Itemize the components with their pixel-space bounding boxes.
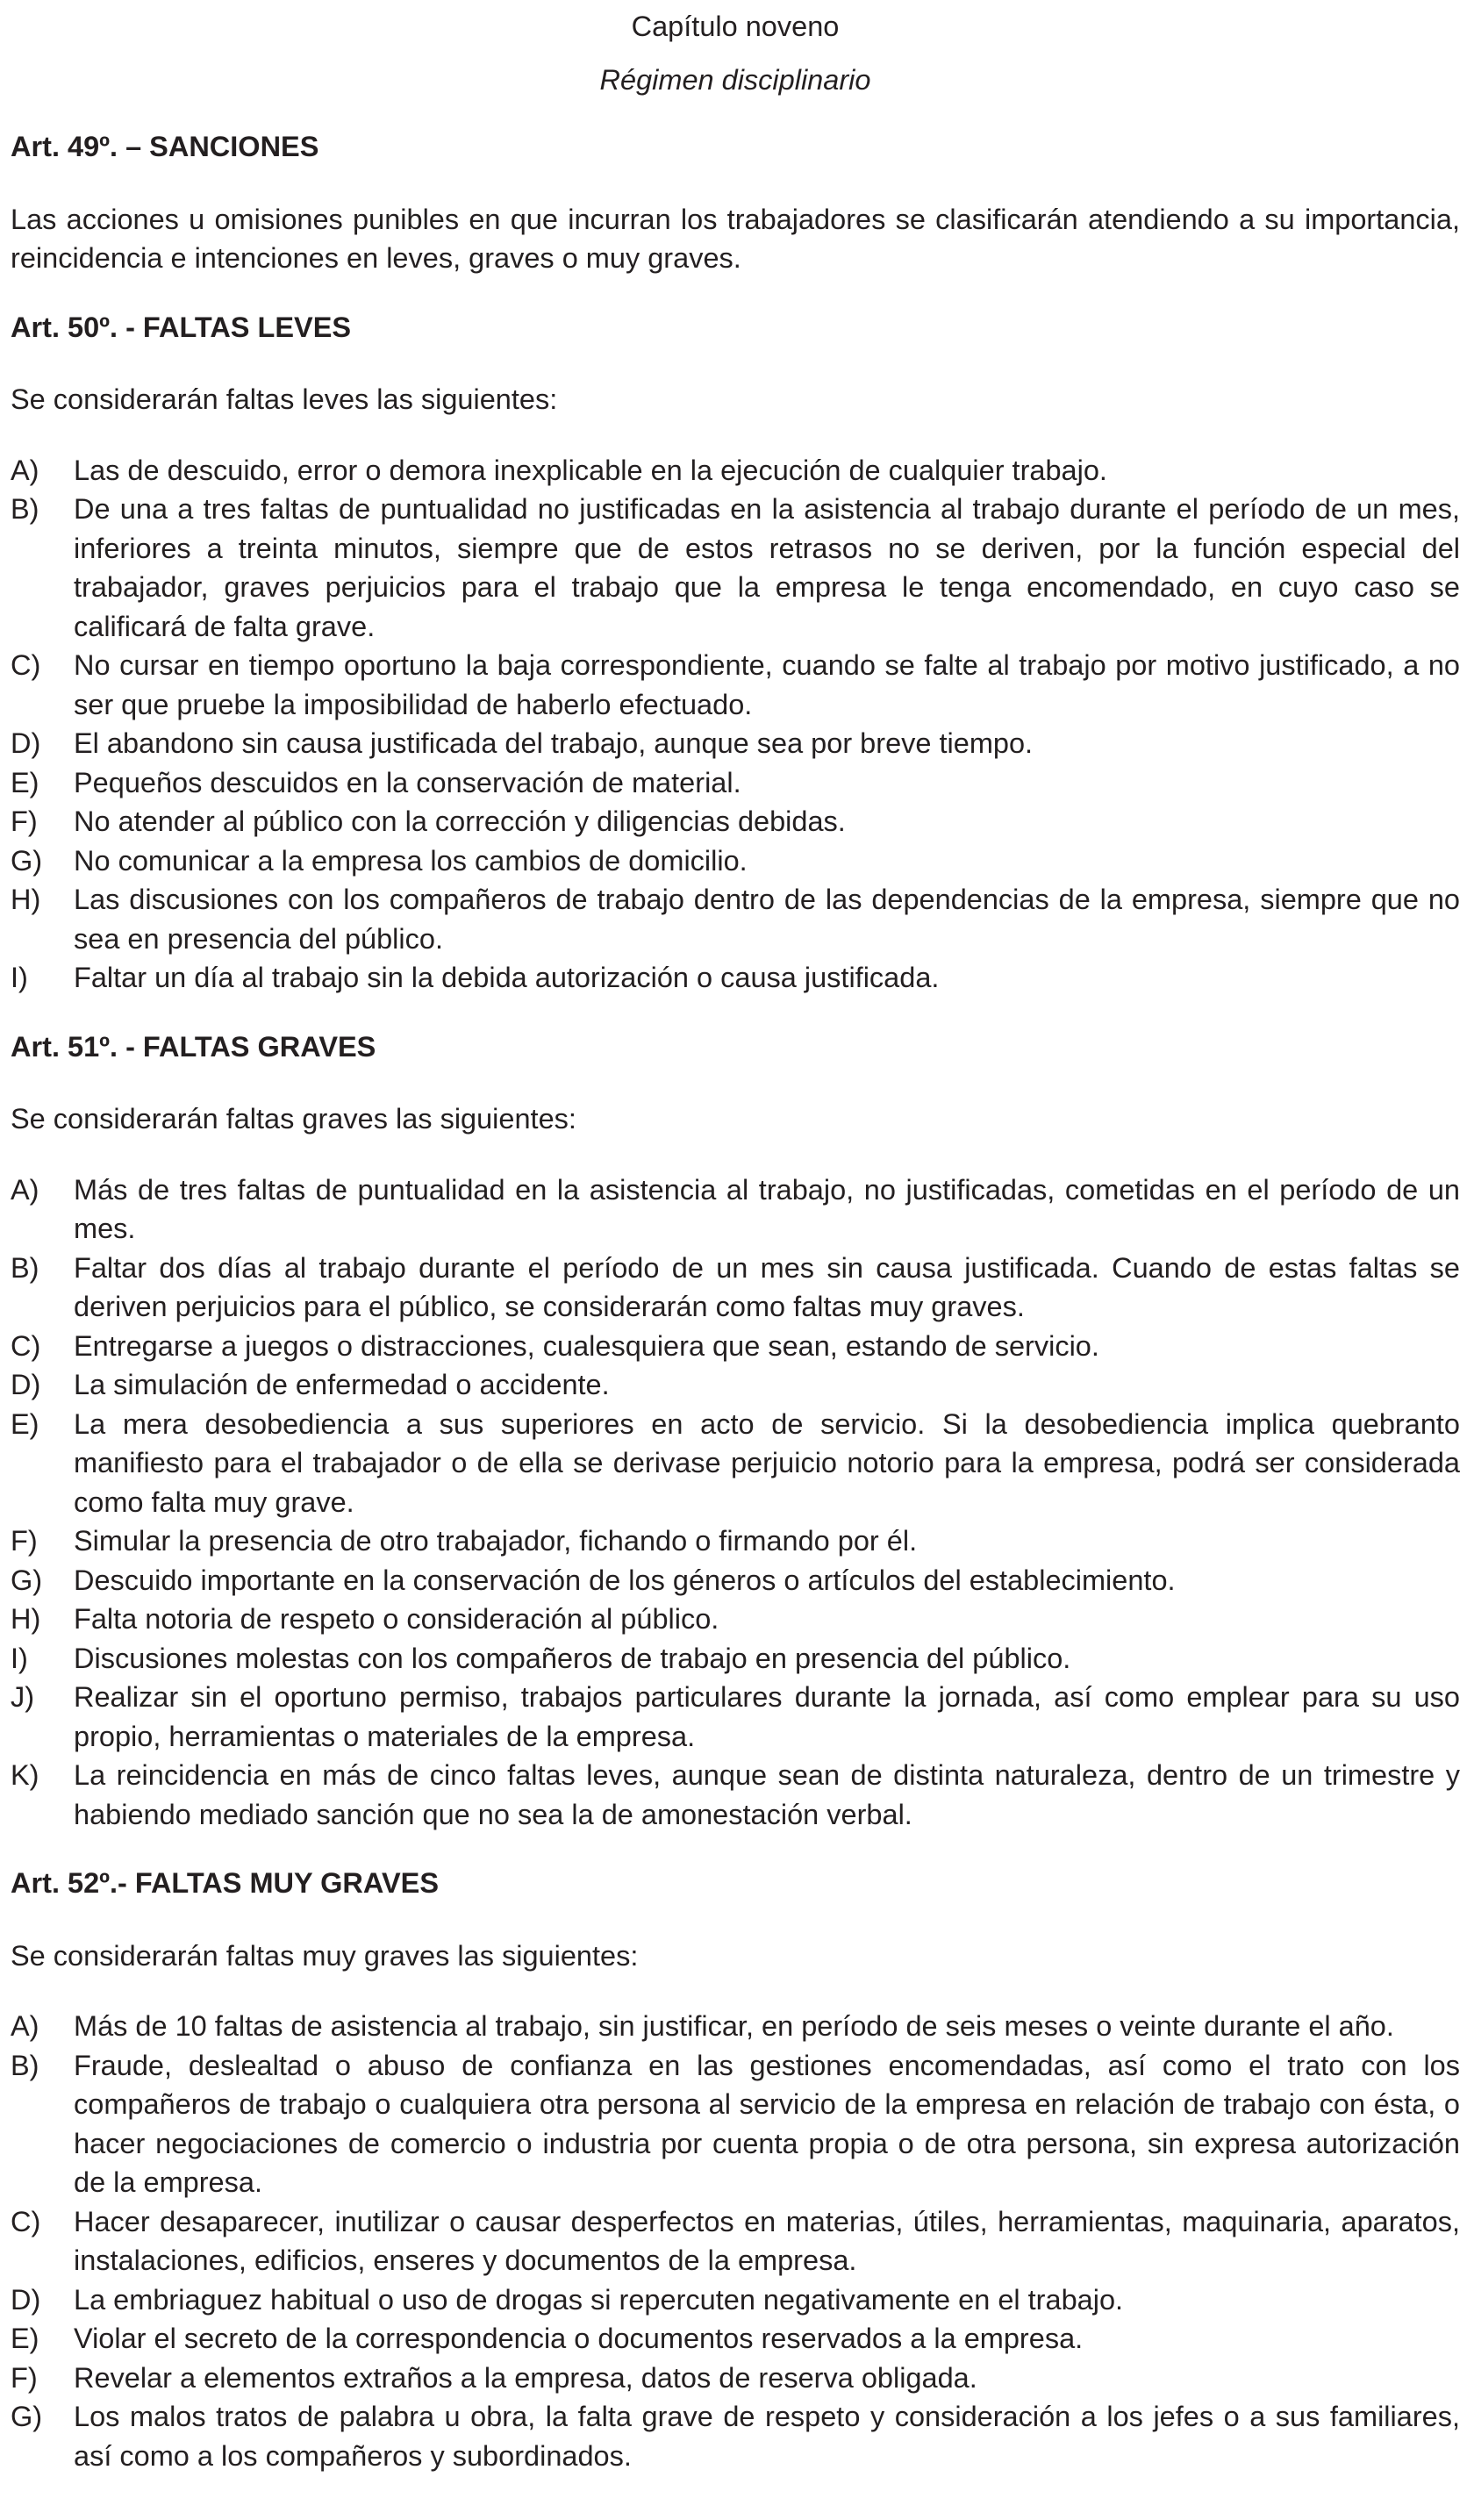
article-title: Art. 52º.- FALTAS MUY GRAVES xyxy=(11,1867,439,1899)
item-letter: A) xyxy=(11,1173,39,1206)
article-intro: Se considerarán faltas muy graves las siguientes: xyxy=(11,1939,639,1972)
list-item xyxy=(11,1756,1460,1834)
list-item xyxy=(11,2046,1460,2202)
article-paragraph: Las acciones u omisiones punibles en que incurran los trabajadores se clasificarán atendiendo a su importancia, reincidencia e intenciones en leves, graves o muy graves. xyxy=(11,203,1460,274)
item-letter: D) xyxy=(11,1369,41,1400)
list-item xyxy=(11,2359,1460,2398)
item-letter: E) xyxy=(11,766,39,798)
item-text: No cursar en tiempo oportuno la baja correspondiente, cuando se falte al trabajo por motivo justificado, a no ser que pruebe la imposibilidad de haberlo efectuado. xyxy=(74,649,1460,720)
article-items xyxy=(11,2007,1460,2475)
list-item xyxy=(11,490,1460,646)
article-51 xyxy=(11,1027,1460,1835)
item-text: Más de tres faltas de puntualidad en la asistencia al trabajo, no justificadas, cometidas en el período de un mes. xyxy=(74,1173,1460,1244)
item-letter: E) xyxy=(11,1407,39,1440)
item-text: La simulación de enfermedad o accidente. xyxy=(74,1369,610,1400)
article-title: Art. 51º. - FALTAS GRAVES xyxy=(11,1030,376,1063)
list-item xyxy=(11,2397,1460,2475)
item-text: Hacer desaparecer, inutilizar o causar desperfectos en materias, útiles, herramientas, maquinaria, aparatos, instalaciones, edificios, enseres y documentos de la empresa. xyxy=(74,2205,1460,2276)
list-item xyxy=(11,1561,1460,1600)
item-text: Realizar sin el oportuno permiso, trabajos particulares durante la jornada, así como emplear para su uso propio, herramientas o materiales de la empresa. xyxy=(74,1681,1460,1752)
item-text: Revelar a elementos extraños a la empresa, datos de reserva obligada. xyxy=(74,2361,977,2394)
chapter-title: Capítulo noveno xyxy=(631,11,840,42)
list-item xyxy=(11,1405,1460,1522)
item-letter: I) xyxy=(11,962,28,993)
item-letter: C) xyxy=(11,1329,41,1362)
item-letter: C) xyxy=(11,649,41,681)
article-intro: Se considerarán faltas graves las siguientes: xyxy=(11,1103,576,1135)
list-item xyxy=(11,646,1460,724)
list-item xyxy=(11,1249,1460,1327)
list-item xyxy=(11,1600,1460,1639)
list-item xyxy=(11,2007,1460,2046)
item-letter: B) xyxy=(11,493,39,525)
item-letter: J) xyxy=(11,1681,35,1713)
item-text: Los malos tratos de palabra u obra, la falta grave de respeto y consideración a los jefes o a sus familiares, así como a los compañeros y subordinados. xyxy=(74,2401,1460,2472)
article-items xyxy=(11,1171,1460,1835)
item-text: De una a tres faltas de puntualidad no justificadas en la asistencia al trabajo durante el período de un mes, inferiores a treinta minutos, siempre que de estos retrasos no se deriven, por la función especial del trabajador, graves perjuicios para el trabajo que la empresa le tenga encomendado, en cuyo caso se calificará de falta grave. xyxy=(74,493,1460,642)
item-letter: K) xyxy=(11,1759,39,1791)
article-title: Art. 49º. – SANCIONES xyxy=(11,131,319,162)
item-text: La embriaguez habitual o uso de drogas si repercuten negativamente en el trabajo. xyxy=(74,2283,1124,2316)
list-item xyxy=(11,724,1460,763)
item-text: Las discusiones con los compañeros de trabajo dentro de las dependencias de la empresa, siempre que no sea en presencia del público. xyxy=(74,884,1460,955)
list-item xyxy=(11,841,1460,881)
item-letter: A) xyxy=(11,454,39,486)
item-letter: A) xyxy=(11,2010,39,2042)
item-letter: F) xyxy=(11,805,38,837)
list-item xyxy=(11,2280,1460,2320)
item-letter: B) xyxy=(11,1251,39,1284)
item-text: Entregarse a juegos o distracciones, cualesquiera que sean, estando de servicio. xyxy=(74,1329,1099,1362)
list-item xyxy=(11,2319,1460,2359)
item-letter: F) xyxy=(11,2361,38,2394)
list-item xyxy=(11,1521,1460,1561)
article-title: Art. 50º. - FALTAS LEVES xyxy=(11,311,352,343)
article-intro: Se considerarán faltas leves las siguientes: xyxy=(11,383,558,415)
item-text: Más de 10 faltas de asistencia al trabajo, sin justificar, en período de seis meses o veinte durante el año. xyxy=(74,2010,1394,2042)
item-text: Faltar dos días al trabajo durante el período de un mes sin causa justificada. Cuando de estas faltas se deriven perjuicios para el público, se considerarán como faltas muy graves. xyxy=(74,1251,1460,1322)
item-text: Faltar un día al trabajo sin la debida autorización o causa justificada. xyxy=(74,962,940,993)
list-item xyxy=(11,1678,1460,1756)
item-text: El abandono sin causa justificada del trabajo, aunque sea por breve tiempo. xyxy=(74,727,1034,759)
list-item xyxy=(11,1365,1460,1405)
list-item xyxy=(11,958,1460,998)
item-text: Discusiones molestas con los compañeros de trabajo en presencia del público. xyxy=(74,1642,1071,1674)
item-text: La reincidencia en más de cinco faltas leves, aunque sean de distinta naturaleza, dentro de un trimestre y habiendo mediado sanción que no sea la de amonestación verbal. xyxy=(74,1759,1460,1830)
item-text: No comunicar a la empresa los cambios de domicilio. xyxy=(74,844,748,877)
item-letter: H) xyxy=(11,1603,41,1635)
list-item xyxy=(11,1327,1460,1366)
list-item xyxy=(11,1639,1460,1679)
item-text: Violar el secreto de la correspondencia o documentos reservados a la empresa. xyxy=(74,2323,1084,2354)
item-letter: I) xyxy=(11,1642,28,1674)
item-letter: B) xyxy=(11,2049,39,2081)
chapter-subtitle: Régimen disciplinario xyxy=(599,63,871,96)
item-letter: G) xyxy=(11,1564,43,1596)
item-text: Fraude, deslealtad o abuso de confianza en las gestiones encomendadas, así como el trato con los compañeros de trabajo o cualquiera otra persona al servicio de la empresa en relación de trabajo con ésta, o hacer negociaciones de comercio o industria por cuenta propia o de otra persona, sin expresa autorización de la empresa. xyxy=(74,2049,1460,2198)
list-item xyxy=(11,763,1460,803)
item-text: Descuido importante en la conservación de los géneros o artículos del establecimiento. xyxy=(74,1564,1176,1596)
list-item xyxy=(11,451,1460,490)
article-49 xyxy=(11,127,1460,278)
list-item xyxy=(11,1171,1460,1249)
article-52 xyxy=(11,1864,1460,2475)
item-letter: H) xyxy=(11,884,41,915)
item-text: Simular la presencia de otro trabajador, fichando o firmando por él. xyxy=(74,1525,918,1557)
item-text: Las de descuido, error o demora inexplicable en la ejecución de cualquier trabajo. xyxy=(74,454,1107,486)
item-text: Falta notoria de respeto o consideración al público. xyxy=(74,1603,719,1635)
item-text: Pequeños descuidos en la conservación de material. xyxy=(74,766,741,798)
chapter-heading xyxy=(11,7,1460,99)
article-items xyxy=(11,451,1460,998)
item-text: No atender al público con la corrección y diligencias debidas. xyxy=(74,805,846,837)
item-letter: G) xyxy=(11,2401,43,2432)
item-letter: C) xyxy=(11,2205,41,2237)
item-letter: F) xyxy=(11,1525,38,1557)
list-item xyxy=(11,802,1460,841)
list-item xyxy=(11,880,1460,958)
item-text: La mera desobediencia a sus superiores en acto de servicio. Si la desobediencia implica quebranto manifiesto para el trabajador o de ella se derivase perjuicio notorio para la empresa, podrá ser considerada como falta muy grave. xyxy=(74,1407,1460,1518)
article-50 xyxy=(11,308,1460,998)
item-letter: D) xyxy=(11,2283,41,2316)
item-letter: G) xyxy=(11,844,43,877)
item-letter: E) xyxy=(11,2323,39,2354)
list-item xyxy=(11,2202,1460,2280)
item-letter: D) xyxy=(11,727,41,759)
